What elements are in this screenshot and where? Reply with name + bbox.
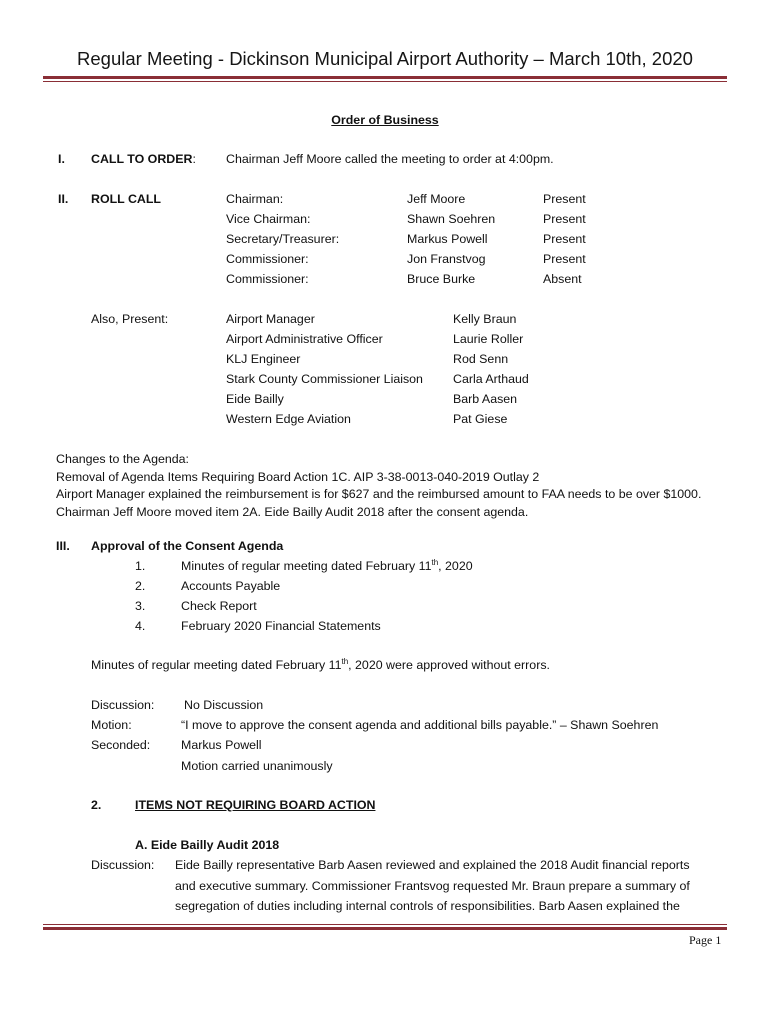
list-item-number: 1. bbox=[135, 559, 146, 573]
list-item: Check Report bbox=[181, 599, 257, 613]
guest-org: Western Edge Aviation bbox=[226, 412, 351, 426]
agenda-changes-line: Removal of Agenda Items Requiring Board Action 1C. AIP 3-38-0013-040-2019 Outlay 2 bbox=[56, 470, 540, 484]
roll-status: Present bbox=[543, 252, 586, 266]
order-of-business-heading: Order of Business bbox=[331, 113, 439, 127]
audit-discussion-label: Discussion: bbox=[91, 858, 155, 872]
paragraph-line: segregation of duties including internal controls of responsibilities. Barb Aasen explained the bbox=[175, 899, 680, 913]
roll-role: Chairman: bbox=[226, 192, 284, 206]
guest-org: Airport Administrative Officer bbox=[226, 332, 383, 346]
header-rule-thin bbox=[43, 81, 727, 82]
header-rule-thick bbox=[43, 76, 727, 79]
guest-name: Laurie Roller bbox=[453, 332, 524, 346]
section-numeral-3: III. bbox=[56, 539, 70, 553]
guest-name: Barb Aasen bbox=[453, 392, 518, 406]
roll-name: Bruce Burke bbox=[407, 272, 476, 286]
list-item-sup: th bbox=[431, 557, 439, 567]
section-numeral-2: II. bbox=[58, 192, 69, 206]
items-section-number: 2. bbox=[91, 798, 102, 812]
roll-name: Jeff Moore bbox=[407, 192, 466, 206]
guest-name: Kelly Braun bbox=[453, 312, 517, 326]
eide-bailly-subheading: A. Eide Bailly Audit 2018 bbox=[135, 838, 280, 852]
list-item-number: 2. bbox=[135, 579, 146, 593]
list-item-after: , 2020 bbox=[438, 559, 473, 573]
list-item-number: 4. bbox=[135, 619, 146, 633]
call-to-order-text: Chairman Jeff Moore called the meeting to order at 4:00pm. bbox=[226, 152, 554, 166]
guest-name: Rod Senn bbox=[453, 352, 509, 366]
roll-status: Absent bbox=[543, 272, 582, 286]
roll-status: Present bbox=[543, 192, 586, 206]
section-numeral-1: I. bbox=[58, 152, 65, 166]
minutes-approval-text bbox=[91, 658, 550, 673]
agenda-changes-line: Airport Manager explained the reimbursement is for $627 and the reimbursed amount to FAA needs to be over $1000. bbox=[56, 487, 702, 501]
roll-name: Jon Franstvog bbox=[407, 252, 486, 266]
also-present-label: Also, Present: bbox=[91, 312, 169, 326]
guest-org: KLJ Engineer bbox=[226, 352, 301, 366]
minutes-sup: th bbox=[341, 656, 349, 666]
list-item-number: 3. bbox=[135, 599, 146, 613]
motion-label: Motion: bbox=[91, 718, 132, 732]
minutes-text: Minutes of regular meeting dated February 11 bbox=[91, 658, 342, 672]
roll-name: Markus Powell bbox=[407, 232, 488, 246]
call-to-order-label bbox=[91, 152, 196, 167]
list-item: Accounts Payable bbox=[181, 579, 281, 593]
footer-rule-thin bbox=[43, 924, 727, 925]
list-item: February 2020 Financial Statements bbox=[181, 619, 381, 633]
roll-name: Shawn Soehren bbox=[407, 212, 496, 226]
discussion-label: Discussion: bbox=[91, 698, 155, 712]
roll-status: Present bbox=[543, 232, 586, 246]
motion-value: “I move to approve the consent agenda and additional bills payable.” – Shawn Soehren bbox=[181, 718, 659, 732]
consent-agenda-heading: Approval of the Consent Agenda bbox=[91, 539, 284, 553]
call-to-order-label-text: CALL TO ORDER bbox=[91, 152, 193, 166]
guest-org: Stark County Commissioner Liaison bbox=[226, 372, 423, 386]
page-number: Page 1 bbox=[689, 933, 722, 947]
guest-name: Carla Arthaud bbox=[453, 372, 529, 386]
agenda-changes-line: Changes to the Agenda: bbox=[56, 452, 189, 466]
roll-status: Present bbox=[543, 212, 586, 226]
roll-role: Secretary/Treasurer: bbox=[226, 232, 340, 246]
items-section-heading: ITEMS NOT REQUIRING BOARD ACTION bbox=[135, 798, 376, 812]
roll-call-label: ROLL CALL bbox=[91, 192, 161, 206]
agenda-changes-line: Chairman Jeff Moore moved item 2A. Eide Bailly Audit 2018 after the consent agenda. bbox=[56, 505, 529, 519]
list-item-text: Minutes of regular meeting dated February 11 bbox=[181, 559, 432, 573]
list-item bbox=[181, 559, 473, 574]
guest-name: Pat Giese bbox=[453, 412, 508, 426]
seconded-label: Seconded: bbox=[91, 738, 151, 752]
roll-role: Vice Chairman: bbox=[226, 212, 311, 226]
paragraph-line: Eide Bailly representative Barb Aasen reviewed and explained the 2018 Audit financial reports bbox=[175, 858, 690, 872]
seconded-value: Markus Powell bbox=[181, 738, 262, 752]
roll-role: Commissioner: bbox=[226, 252, 309, 266]
discussion-value: No Discussion bbox=[184, 698, 264, 712]
paragraph-line: and executive summary. Commissioner Frantsvog requested Mr. Braun prepare a summary of bbox=[175, 879, 690, 893]
motion-result: Motion carried unanimously bbox=[181, 759, 333, 773]
guest-org: Eide Bailly bbox=[226, 392, 284, 406]
page-title: Regular Meeting - Dickinson Municipal Airport Authority – March 10th, 2020 bbox=[77, 48, 693, 69]
guest-org: Airport Manager bbox=[226, 312, 315, 326]
minutes-after: , 2020 were approved without errors. bbox=[348, 658, 550, 672]
roll-role: Commissioner: bbox=[226, 272, 309, 286]
call-to-order-colon: : bbox=[192, 152, 196, 166]
footer-rule-thick bbox=[43, 927, 727, 930]
